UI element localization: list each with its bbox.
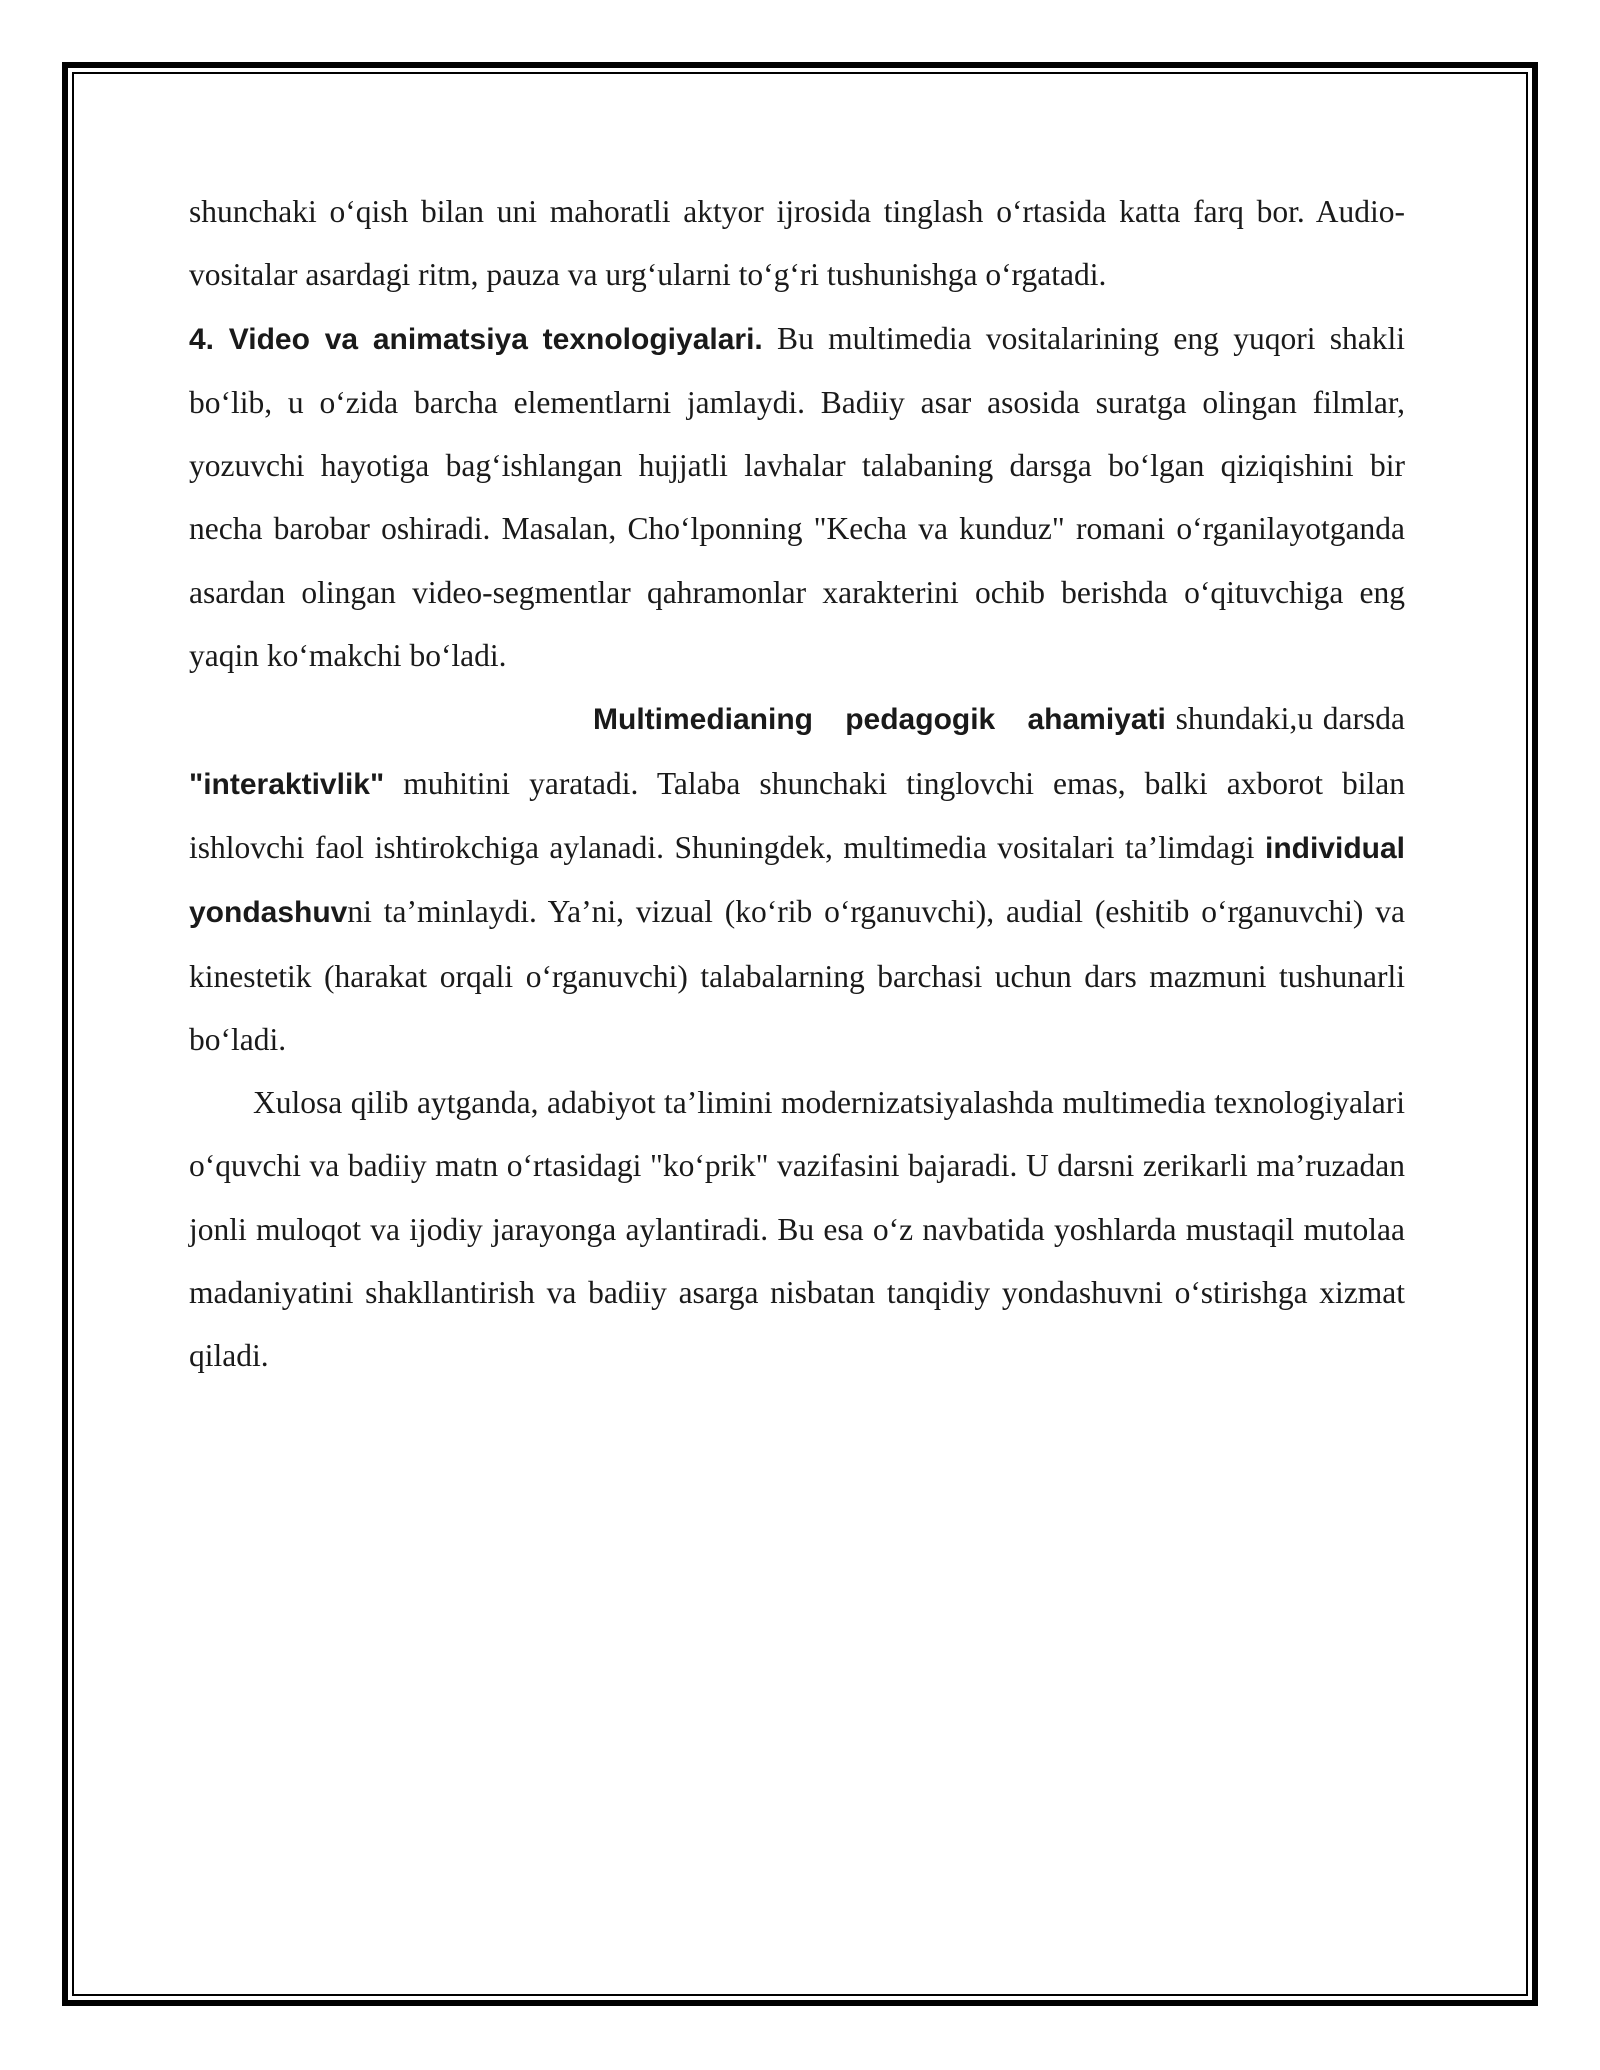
document-body: [189, 180, 1405, 1388]
paragraph-video-animation: [189, 307, 1405, 688]
section-heading: 4. Video va animatsiya texnologiyalari.: [189, 322, 763, 356]
paragraph-text: shunchaki o‘qish bilan uni mahoratli aktyor ijrosida tinglash o‘rtasida katta farq bor. Audio-vositalar asardagi ritm, pauza va urg‘ularni to‘g‘ri tushunishga o‘rgatadi.: [189, 194, 1405, 293]
paragraph-text: muhitini yaratadi. Talaba shunchaki tinglovchi emas, balki axborot bilan ishlovchi faol ishtirokchiga aylanadi. Shuningdek, multimedia vositalari ta’limdagi: [189, 765, 1405, 865]
paragraph-text: Bu multimedia vositalarining eng yuqori shakli bo‘lib, u o‘zida barcha elementlarni jamlaydi. Badiiy asar asosida suratga olingan filmlar, yozuvchi hayotiga bag‘ishlangan hujjatli lavhalar talabaning darsga bo‘lgan qiziqishini bir necha barobar oshiradi. Masalan, Cho‘lponning "Kecha va kunduz" romani o‘rganilayotganda asardan olingan video-segmentlar qahramonlar xarakterini ochib berishda o‘qituvchiga eng yaqin ko‘makchi bo‘ladi.: [189, 320, 1406, 674]
paragraph-pedagogical-value: [189, 687, 1405, 1071]
bold-term: "interaktivlik": [189, 767, 385, 801]
paragraph-conclusion: [189, 1071, 1405, 1387]
bold-lead-phrase: Multimedianing pedagogik ahamiyati: [593, 703, 1166, 737]
paragraph-text: shundaki,u darsda: [1165, 701, 1405, 737]
paragraph-text: Xulosa qilib aytganda, adabiyot ta’limini modernizatsiyalashda multimedia texnologiyalari o‘quvchi va badiiy matn o‘rtasidagi "ko‘prik" vazifasini bajaradi. U darsni zerikarli ma’ruzadan jonli muloqot va ijodiy jarayonga aylantiradi. Bu esa o‘z navbatida yoshlarda mustaqil mutolaa madaniyatini shakllantirish va badiiy asarga nisbatan tanqidiy yondashuvni o‘stirishga xizmat qiladi.: [189, 1085, 1405, 1374]
bold-term: individual yondashuv: [189, 831, 1405, 930]
paragraph-audio-continuation: [189, 180, 1405, 307]
paragraph-text: ni ta’minlaydi. Ya’ni, vizual (ko‘rib o‘rganuvchi), audial (eshitib o‘rganuvchi) va kinestetik (harakat orqali o‘rganuvchi) talabalarning barchasi uchun dars mazmuni tushunarli bo‘ladi.: [189, 894, 1405, 1057]
